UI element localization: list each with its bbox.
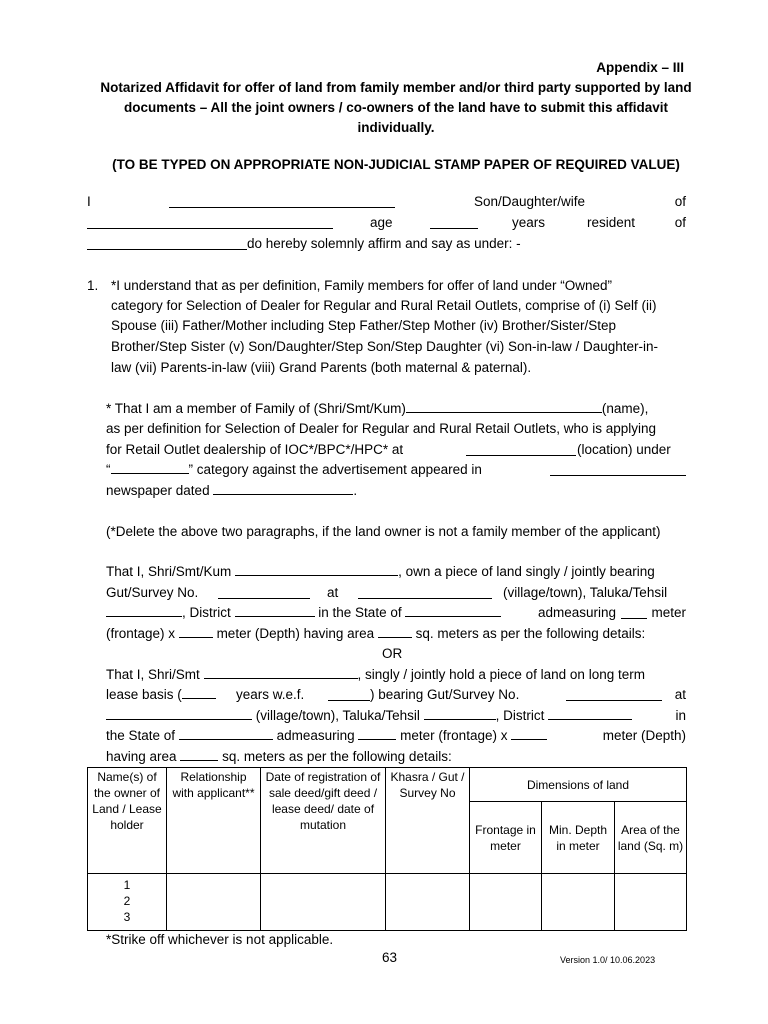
table-cell <box>261 874 386 931</box>
strike-off-footnote: *Strike off whichever is not applicable. <box>106 932 334 947</box>
para4-line-1: That I, Shri/Smt , singly / jointly hold a piece of land on long term <box>106 667 645 682</box>
table-cell <box>167 874 261 931</box>
para4-line-3: (village/town), Taluka/Tehsil , District in <box>106 706 686 726</box>
para2-line-1: * That I am a member of Family of (Shri/Smt/Kum) (name), <box>106 401 649 416</box>
stamp-paper-instruction: (TO BE TYPED ON APPROPRIATE NON-JUDICIAL STAMP PAPER OF REQUIRED VALUE) <box>112 157 680 172</box>
lease-years-blank <box>182 685 216 699</box>
state-blank <box>405 603 501 617</box>
para1-line-1: *I understand that as per definition, Family members for offer of land under “Owned” <box>111 278 613 293</box>
para2-line-4: “ ” category against the advertisement appeared in <box>106 460 686 480</box>
header-dimensions: Dimensions of land <box>470 768 687 802</box>
header-relationship: Relationship with applicant** <box>167 768 261 874</box>
para4-line-5: having area sq. meters as per the following details: <box>106 749 452 764</box>
table-cell <box>470 874 542 931</box>
village-blank <box>358 585 492 599</box>
age-blank <box>430 215 478 229</box>
header-owner-name: Name(s) of the owner of Land / Lease holder <box>88 768 167 874</box>
version-label: Version 1.0/ 10.06.2023 <box>560 955 656 965</box>
depth-blank <box>179 624 213 638</box>
para2-line-3: for Retail Outlet dealership of IOC*/BPC*/HPC* at (location) under <box>106 442 671 457</box>
newspaper-blank <box>550 462 686 476</box>
lease-village-blank <box>106 706 252 720</box>
category-blank <box>111 460 189 474</box>
location-blank <box>466 442 576 456</box>
area-blank <box>378 624 412 638</box>
row-number: 3 <box>123 910 131 924</box>
para1-line-5: law (vii) Parents-in-law (viii) Grand Parents (both maternal & paternal). <box>111 360 532 375</box>
lease-depth-blank <box>511 726 547 740</box>
para4-line-4: the State of admeasuring meter (frontage) x meter (Depth) <box>106 728 686 743</box>
lease-survey-no-blank <box>566 687 662 701</box>
para1-number: 1. <box>87 278 99 293</box>
taluka-blank <box>106 603 182 617</box>
table-cell <box>386 874 470 931</box>
lease-taluka-blank <box>424 706 496 720</box>
para3-line-3: , District in the State of admeasuring meter <box>106 603 686 623</box>
lease-holder-name-blank <box>204 665 358 679</box>
header-area: Area of the land (Sq. m) <box>615 802 687 874</box>
page-number: 63 <box>382 950 398 965</box>
para1-line-2: category for Selection of Dealer for Regular and Rural Retail Outlets, comprise of (i) Self (ii) <box>111 298 657 313</box>
header-min-depth: Min. Depth in meter <box>542 802 615 874</box>
lease-state-blank <box>179 726 273 740</box>
para3-line-2: Gut/Survey No. at (village/town), Taluka/Tehsil <box>106 585 668 600</box>
family-member-name-blank <box>406 399 602 413</box>
para2-line-2: as per definition for Selection of Dealer for Regular and Rural Retail Outlets, who is applying <box>106 421 657 436</box>
para1-line-4: Brother/Step Sister (v) Son/Daughter/Step Son/Step Daughter (vi) Son-in-law / Daughter-in- <box>111 339 659 354</box>
header-registration-date: Date of registration of sale deed/gift deed / lease deed/ date of mutation <box>261 768 386 874</box>
header-khasra: Khasra / Gut / Survey No <box>386 768 470 874</box>
lease-area-blank <box>180 747 218 761</box>
frontage-blank <box>621 605 647 619</box>
table-cell <box>615 874 687 931</box>
document-title: Notarized Affidavit for offer of land from family member and/or third party supported by land documents – All the joint owners / co-owners of the land have to submit this affidavit individually. <box>100 80 692 135</box>
intro-line-2: age years resident of <box>87 213 686 233</box>
appendix-label: Appendix – III <box>596 60 684 75</box>
newspaper-date-blank <box>213 481 353 495</box>
land-details-table <box>87 767 687 931</box>
para3-line-4: (frontage) x meter (Depth) having area sq. meters as per the following details: <box>106 626 646 641</box>
or-separator: OR <box>382 646 403 661</box>
district-blank <box>235 603 315 617</box>
para1-line-3: Spouse (iii) Father/Mother including Step Father/Step Mother (iv) Brother/Sister/Step <box>111 318 616 333</box>
parent-name-blank <box>87 215 333 229</box>
delete-note: (*Delete the above two paragraphs, if the land owner is not a family member of the applicant) <box>106 524 661 539</box>
lease-district-blank <box>548 706 632 720</box>
para4-line-2: lease basis ( years w.e.f. ) bearing Gut/Survey No. at <box>106 687 686 702</box>
lease-frontage-blank <box>358 726 396 740</box>
lease-start-blank <box>328 687 370 701</box>
intro-line-1: I Son/Daughter/wife of <box>87 194 686 209</box>
table-cell <box>542 874 615 931</box>
para2-line-5: newspaper dated . <box>106 483 358 498</box>
survey-no-blank <box>218 585 310 599</box>
row-number: 1 <box>123 878 131 892</box>
row-numbers-cell <box>88 874 167 931</box>
intro-line-3: do hereby solemnly affirm and say as under: - <box>87 234 686 254</box>
name-blank <box>169 194 395 208</box>
header-frontage: Frontage in meter <box>470 802 542 874</box>
owner-name-blank <box>235 562 398 576</box>
row-number: 2 <box>123 894 131 908</box>
para3-line-1: That I, Shri/Smt/Kum , own a piece of land singly / jointly bearing <box>106 564 655 579</box>
address-blank <box>87 236 247 250</box>
